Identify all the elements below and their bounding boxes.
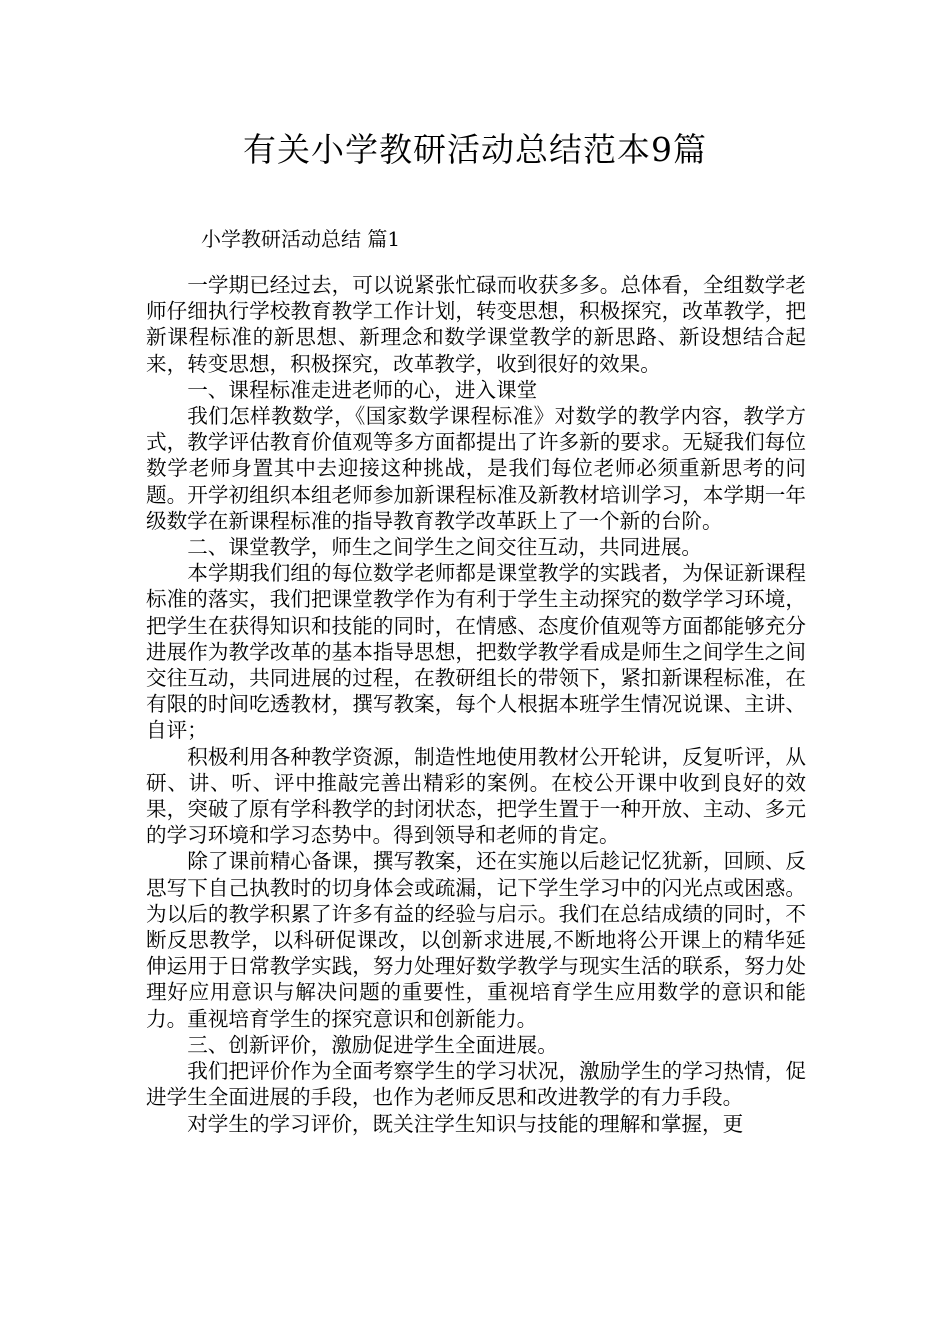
document-title: 有关小学教研活动总结范本9篇 xyxy=(243,130,707,169)
subheading-three: 三、创新评价，激励促进学生全面进展。 xyxy=(187,1032,558,1057)
subheading-two: 二、课堂教学，师生之间学生之间交往互动，共同进展。 xyxy=(187,535,703,560)
paragraph-classroom: 本学期我们组的每位数学老师都是课堂教学的实践者，为保证新课程标准的落实，我们把课堂教学作为有利于学生主动探究的数学学习环境，把学生在获得知识和技能的同时，在情感、态度价值观等方面都能够充分进展作为教学改革的基本指导思想，把数学教学看成是师生之间学生之间交往互动，共同进展的过程，在教研组长的带领下，紧扣新课程标准，在有限的时间吃透教材，撰写教案，每个人根据本班学生情况说课、主讲、自评； xyxy=(146,561,806,743)
subheading-one: 一、课程标准走进老师的心，进入课堂 xyxy=(187,377,538,402)
paragraph-curriculum: 我们怎样教数学，《国家数学课程标准》对数学的教学内容，教学方式，教学评估教育价值观等多方面都提出了许多新的要求。无疑我们每位数学老师身置其中去迎接这种挑战，是我们每位老师必须重新思考的问题。开学初组织本组老师参加新课程标准及新教材培训学习，本学期一年级数学在新课程标准的指导教育教学改革跃上了一个新的台阶。 xyxy=(146,404,806,533)
paragraph-assessment: 对学生的学习评价，既关注学生知识与技能的理解和掌握，更 xyxy=(187,1111,744,1136)
document-body xyxy=(146,272,806,1137)
paragraph-reflection: 除了课前精心备课，撰写教案，还在实施以后趁记忆犹新，回顾、反思写下自己执教时的切身体会或疏漏，记下学生学习中的闪光点或困惑。为以后的教学积累了许多有益的经验与启示。我们在总结成绩的同时，不断反思教学，以科研促课改，以创新求进展,不断地将公开课上的精华延伸运用于日常教学实践，努力处理好数学教学与现实生活的联系，努力处理好应用意识与解决问题的重要性，重视培育学生应用数学的意识和能力。重视培育学生的探究意识和创新能力。 xyxy=(146,849,806,1031)
paragraph-intro: 一学期已经过去，可以说紧张忙碌而收获多多。总体看，全组数学老师仔细执行学校教育教学工作计划，转变思想，积极探究，改革教学，把新课程标准的新思想、新理念和数学课堂教学的新思路、新设想结合起来，转变思想，积极探究，改革教学，收到很好的效果。 xyxy=(146,273,806,376)
paragraph-resources: 积极利用各种教学资源，制造性地使用教材公开轮讲，反复听评，从研、讲、听、评中推敲完善出精彩的案例。在校公开课中收到良好的效果，突破了原有学科教学的封闭状态，把学生置于一种开放、主动、多元的学习环境和学习态势中。得到领导和老师的肯定。 xyxy=(146,744,806,848)
section-heading: 小学教研活动总结 篇1 xyxy=(201,227,401,251)
paragraph-evaluation: 我们把评价作为全面考察学生的学习状况，激励学生的学习热情，促进学生全面进展的手段，也作为老师反思和改进教学的有力手段。 xyxy=(146,1059,806,1110)
